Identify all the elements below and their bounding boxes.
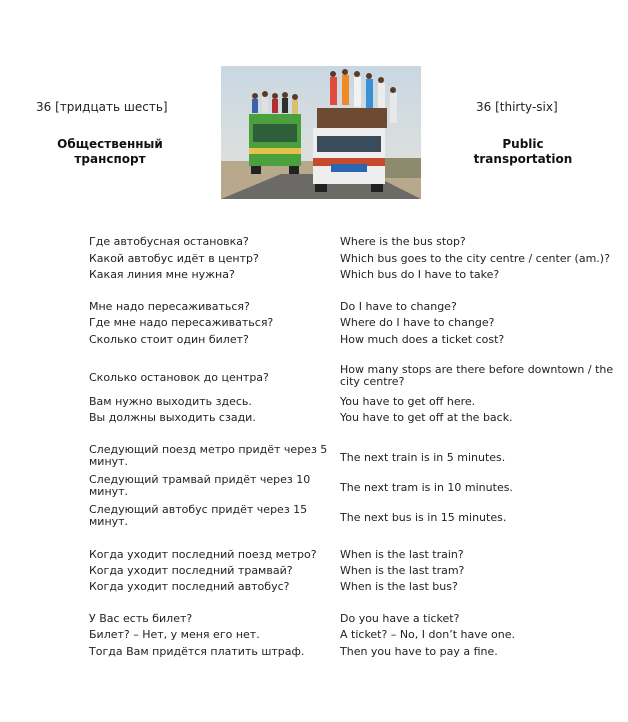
phrase-ru: Билет? – Нет, у меня его нет. <box>89 628 260 641</box>
phrase-en: Which bus do I have to take? <box>340 268 500 281</box>
phrase-ru: Вы должны выходить сзади. <box>89 411 256 424</box>
phrase-ru: Сколько остановок до центра? <box>89 371 269 384</box>
phrase-en: Where do I have to change? <box>340 316 495 329</box>
phrase-en: Do I have to change? <box>340 300 457 313</box>
phrase-ru: Какой автобус идёт в центр? <box>89 252 259 265</box>
phrase-ru: Когда уходит последний поезд метро? <box>89 548 317 561</box>
phrase-en: Do you have a ticket? <box>340 612 460 625</box>
phrase-en: When is the last bus? <box>340 580 458 593</box>
lesson-number-ru: 36 [тридцать шесть] <box>36 100 168 114</box>
phrase-en: You have to get off here. <box>340 395 476 408</box>
phrase-en: When is the last train? <box>340 548 464 561</box>
phrase-en: You have to get off at the back. <box>340 411 513 424</box>
phrase-ru: Следующий поезд метро придёт через 5 минут. <box>89 443 328 468</box>
lesson-number-en: 36 [thirty-six] <box>476 100 558 114</box>
phrase-en: When is the last tram? <box>340 564 465 577</box>
bus-photo <box>221 66 421 199</box>
phrase-ru: Где автобусная остановка? <box>89 235 249 248</box>
phrase-ru: Какая линия мне нужна? <box>89 268 235 281</box>
phrase-ru: У Вас есть билет? <box>89 612 193 625</box>
phrase-en: The next tram is in 10 minutes. <box>340 481 513 494</box>
phrase-ru: Следующий трамвай придёт через 10 минут. <box>89 473 311 498</box>
phrase-ru: Вам нужно выходить здесь. <box>89 395 252 408</box>
phrase-en: The next bus is in 15 minutes. <box>340 511 507 524</box>
phrase-en: The next train is in 5 minutes. <box>340 451 506 464</box>
phrase-ru: Мне надо пересаживаться? <box>89 300 250 313</box>
phrase-ru: Где мне надо пересаживаться? <box>89 316 274 329</box>
phrase-en: Where is the bus stop? <box>340 235 466 248</box>
phrase-en: Then you have to pay a fine. <box>340 645 498 658</box>
phrase-ru: Сколько стоит один билет? <box>89 333 249 346</box>
topic-title-en: Public transportation <box>473 137 573 166</box>
phrase-en: How many stops are there before downtown / the city centre? <box>340 363 614 388</box>
phrase-ru: Когда уходит последний автобус? <box>89 580 290 593</box>
phrase-en: A ticket? – No, I don’t have one. <box>340 628 515 641</box>
phrase-ru: Когда уходит последний трамвай? <box>89 564 293 577</box>
phrase-en: How much does a ticket cost? <box>340 333 505 346</box>
phrase-en: Which bus goes to the city centre / center (am.)? <box>340 252 610 265</box>
topic-title-ru: Общественный транспорт <box>57 137 163 166</box>
phrase-ru: Тогда Вам придётся платить штраф. <box>89 645 305 658</box>
phrase-ru: Следующий автобус придёт через 15 минут. <box>89 503 308 528</box>
